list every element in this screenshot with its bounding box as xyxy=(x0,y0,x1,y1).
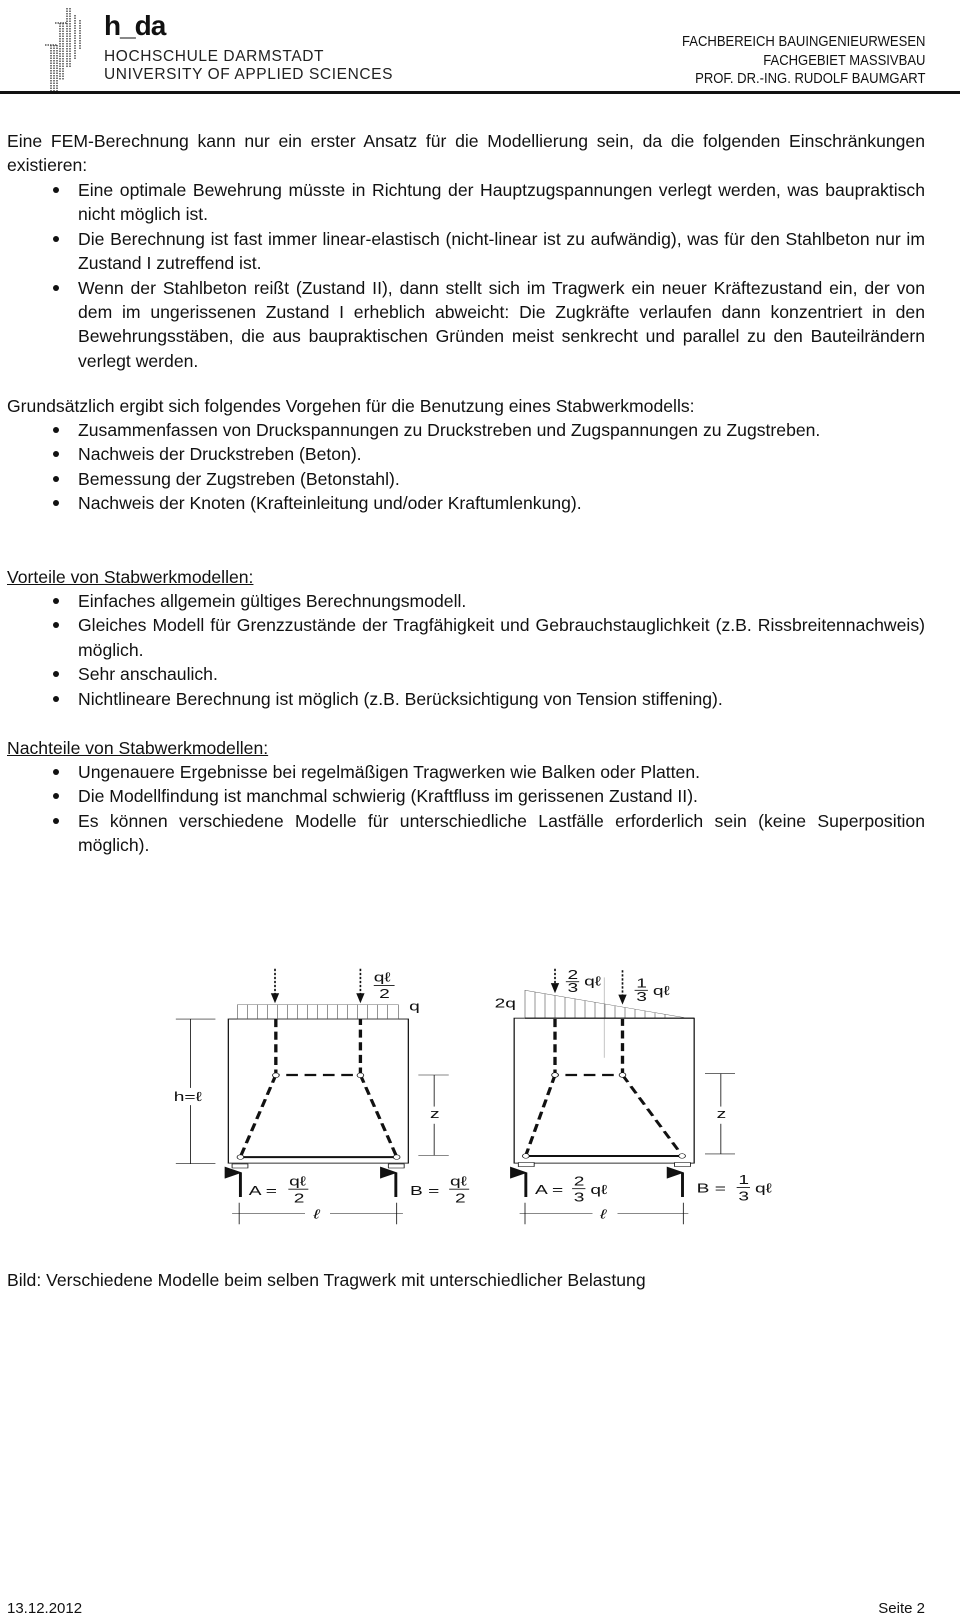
footer-date: 13.12.2012 xyxy=(7,1600,83,1617)
list-item xyxy=(7,467,925,491)
logo-line-2: UNIVERSITY OF APPLIED SCIENCES xyxy=(104,66,394,83)
load-label: q xyxy=(409,999,420,1014)
logo-text: h_da xyxy=(104,10,166,41)
support-a-den: 3 xyxy=(573,1190,585,1205)
lever-arm-label: z xyxy=(716,1106,727,1122)
support-b-label: B = xyxy=(696,1181,726,1196)
force-1-unit: qℓ xyxy=(584,974,602,989)
list-item-text: Zusammenfassen von Druckspannungen zu Druckstreben und Zugspannungen zu Zugstreben. xyxy=(78,420,821,440)
list-item-text: Gleiches Modell für Grenzzustände der Tragfähigkeit und Gebrauchstauglichkeit (z.B. Rissbreitennachweis) möglich. xyxy=(78,615,925,660)
list-item-text: Ungenauere Ergebnisse bei regelmäßigen Tragwerken wie Balken oder Platten. xyxy=(78,762,701,782)
advantages-list xyxy=(7,589,925,711)
list-item xyxy=(7,809,925,858)
procedure-paragraph: Grundsätzlich ergibt sich folgendes Vorgehen für die Benutzung eines Stabwerkmodells: xyxy=(7,396,695,416)
university-logo-mark xyxy=(35,5,95,100)
support-b-den: 2 xyxy=(455,1191,466,1206)
disadvantages-heading: Nachteile von Stabwerkmodellen: xyxy=(7,738,269,758)
header-department-block xyxy=(682,33,925,89)
force-2-denominator: 3 xyxy=(636,989,647,1005)
model-uniform-load xyxy=(174,969,469,1224)
department: FACHBEREICH BAUINGENIEURWESEN xyxy=(681,34,925,50)
list-item-text: Sehr anschaulich. xyxy=(78,664,218,685)
support-b-unit: qℓ xyxy=(755,1181,772,1196)
logo-line-1: HOCHSCHULE DARMSTADT xyxy=(104,48,325,65)
limitations-list xyxy=(7,178,925,373)
load-arrow-icon xyxy=(271,993,365,1003)
bullet-icon xyxy=(53,476,59,482)
force-2-unit: qℓ xyxy=(652,983,670,999)
list-item xyxy=(7,687,925,711)
list-item-text: Wenn der Stahlbeton reißt (Zustand II), dann stellt sich im Tragwerk ein neuer Kräftezustand ein, der von dem im ungerissenen Zustand I erheblich abweicht: Die Zugkräfte verlaufen dann konzentriert in den Bewehrungsstäben, die aus baupraktischen Gründen meist senkrecht und parallel zu den Bauteilrändern verlegt werden. xyxy=(78,277,925,371)
compression-struts xyxy=(240,1019,396,1157)
bullet-icon xyxy=(53,427,59,433)
force-denominator: 2 xyxy=(379,986,390,1002)
list-item xyxy=(7,589,925,613)
bullet-icon xyxy=(53,236,59,242)
bullet-icon xyxy=(53,500,59,506)
list-item xyxy=(7,418,925,442)
force-numerator: qℓ xyxy=(373,970,391,985)
disadvantages-list xyxy=(7,760,925,858)
list-item xyxy=(7,491,925,515)
list-item xyxy=(7,442,925,466)
span-label: ℓ xyxy=(313,1207,320,1222)
figure-caption: Bild: Verschiedene Modelle beim selben Tragwerk mit unterschiedlicher Belastung xyxy=(7,1270,646,1290)
intro-paragraph: Eine FEM-Berechnung kann nur ein erster Ansatz für die Modellierung sein, da die folgenden Einschränkungen existieren: xyxy=(7,131,925,176)
subject-area: FACHGEBIET MASSIVBAU xyxy=(762,52,925,69)
uniform-load-block xyxy=(238,1005,399,1019)
bullet-icon xyxy=(53,696,59,702)
bullet-icon xyxy=(53,671,59,677)
list-item xyxy=(7,760,925,784)
footer-page-number: Seite 2 xyxy=(878,1600,925,1617)
list-item xyxy=(7,276,925,374)
list-item-text: Nachweis der Knoten (Krafteinleitung und/oder Kraftumlenkung). xyxy=(78,493,582,514)
bullet-icon xyxy=(53,598,59,604)
model-triangular-load xyxy=(495,968,772,1225)
load-label: 2q xyxy=(494,996,516,1011)
support-a-num: qℓ xyxy=(289,1174,307,1189)
force-1-numerator: 2 xyxy=(567,967,579,983)
list-item-text: Die Berechnung ist fast immer linear-elastisch (nicht-linear ist zu aufwändig), was für den Stahlbeton nur im Zustand I zutreffend ist. xyxy=(78,228,925,274)
list-item xyxy=(7,227,925,276)
support-a-label: A = xyxy=(248,1183,277,1199)
height-label: h=ℓ xyxy=(173,1089,202,1105)
procedure-list xyxy=(7,418,925,516)
lever-arm-label: z xyxy=(429,1106,440,1122)
advantages-heading: Vorteile von Stabwerkmodellen: xyxy=(7,567,254,587)
support-b-label: B = xyxy=(410,1183,440,1199)
strut-and-tie-figure xyxy=(155,920,805,1230)
span-label: ℓ xyxy=(600,1207,607,1222)
list-item xyxy=(7,178,925,227)
bullet-icon xyxy=(53,622,59,628)
support-a-unit: qℓ xyxy=(590,1182,608,1198)
list-item-text: Einfaches allgemein gültiges Berechnungsmodell. xyxy=(78,591,467,611)
professor: PROF. DR.-ING. RUDOLF BAUMGART xyxy=(694,71,925,87)
support-a-label: A = xyxy=(535,1182,564,1198)
bullet-icon xyxy=(53,285,59,291)
support-b-den: 3 xyxy=(738,1189,749,1204)
bullet-icon xyxy=(53,769,59,775)
list-item-text: Bemessung der Zugstreben (Betonstahl). xyxy=(78,468,400,489)
support-b-num: 1 xyxy=(738,1172,749,1188)
force-1-denominator: 3 xyxy=(567,980,579,995)
list-item-text: Es können verschiedene Modelle für unterschiedliche Lastfälle erforderlich sein (keine Superposition möglich). xyxy=(78,810,925,856)
list-item xyxy=(7,662,925,686)
bullet-icon xyxy=(53,451,59,457)
bullet-icon xyxy=(53,187,59,193)
bullet-icon xyxy=(53,793,59,799)
list-item-text: Nachweis der Druckstreben (Beton). xyxy=(78,444,362,465)
list-item-text: Nichtlineare Berechnung ist möglich (z.B. Berücksichtigung von Tension stiffening). xyxy=(78,688,723,709)
bullet-icon xyxy=(53,818,59,824)
support-a-num: 2 xyxy=(573,1174,585,1189)
list-item-text: Eine optimale Bewehrung müsste in Richtung der Hauptzugspannungen verlegt werden, was baupraktisch nicht möglich ist. xyxy=(78,180,925,225)
header-divider xyxy=(0,91,960,94)
list-item xyxy=(7,613,925,662)
list-item xyxy=(7,784,925,808)
support-b-num: qℓ xyxy=(449,1174,467,1189)
force-2-numerator: 1 xyxy=(636,976,647,991)
support-a-den: 2 xyxy=(293,1191,305,1206)
list-item-text: Die Modellfindung ist manchmal schwierig (Kraftfluss im gerissenen Zustand II). xyxy=(78,786,698,807)
